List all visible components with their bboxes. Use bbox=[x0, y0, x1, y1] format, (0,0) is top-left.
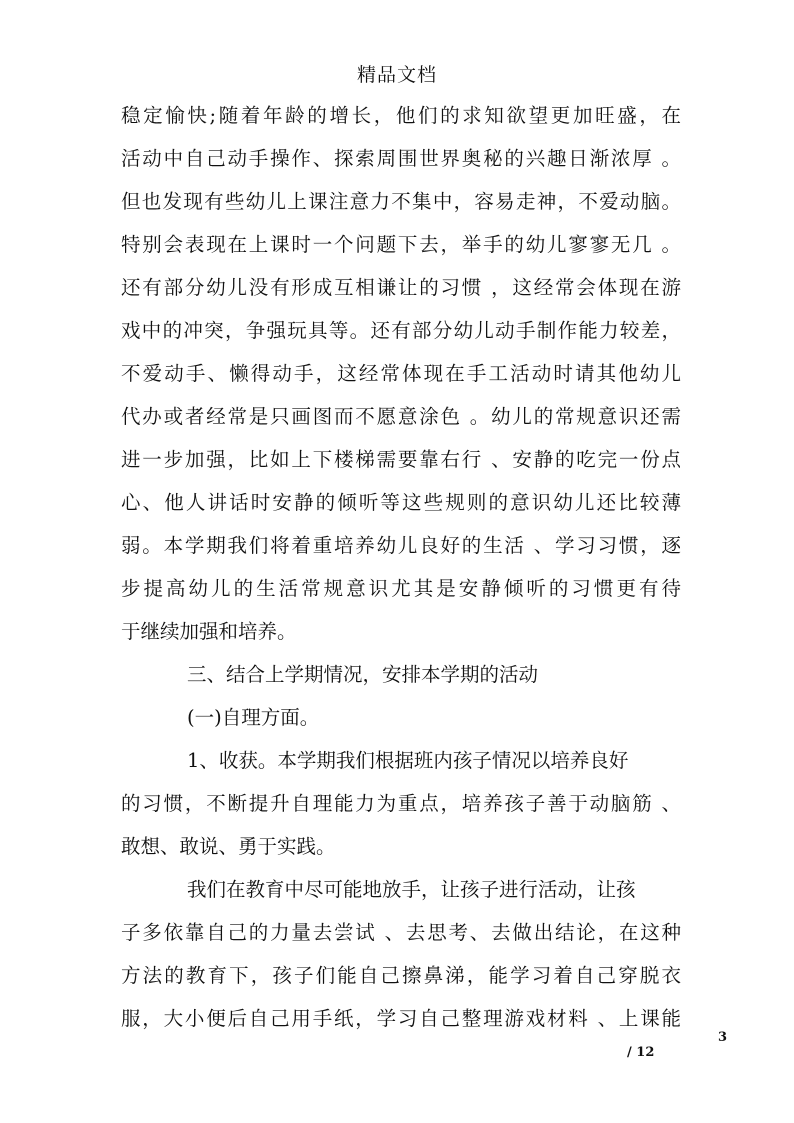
text-line: 特别会表现在上课时一个问题下去，举手的幼儿寥寥无几 。 bbox=[121, 233, 681, 256]
page-number: 3 bbox=[718, 1030, 728, 1045]
text-line: 的习惯，不断提升自理能力为重点，培养孩子善于动脑筋 、 bbox=[121, 792, 681, 815]
text-line: 敢想、敢说、勇于实践。 bbox=[121, 835, 336, 858]
text-line: 弱。本学期我们将着重培养幼儿良好的生活 、学习习惯，逐 bbox=[121, 534, 681, 557]
text-line: 我们在教育中尽可能地放手，让孩子进行活动，让孩 bbox=[187, 878, 636, 901]
page-total: / 12 bbox=[627, 1045, 655, 1060]
page-header: 精品文档 bbox=[356, 64, 437, 86]
text-line: 方法的教育下，孩子们能自己擦鼻涕，能学习着自己穿脱衣 bbox=[121, 964, 681, 987]
text-line: 不爱动手、懒得动手，这经常体现在手工活动时请其他幼儿 bbox=[121, 362, 681, 385]
text-line: 活动中自己动手操作、探索周围世界奥秘的兴趣日渐浓厚 。 bbox=[121, 147, 681, 170]
text-line: 稳定愉快;随着年龄的增长，他们的求知欲望更加旺盛，在 bbox=[121, 104, 681, 127]
text-line: 服，大小便后自己用手纸，学习自己整理游戏材料 、上课能 bbox=[121, 1007, 681, 1030]
text-line: 心、他人讲话时安静的倾听等这些规则的意识幼儿还比较薄 bbox=[121, 491, 681, 514]
text-line: 代办或者经常是只画图而不愿意涂色 。幼儿的常规意识还需 bbox=[121, 405, 681, 428]
text-line: 还有部分幼儿没有形成互相谦让的习惯 ，这经常会体现在游 bbox=[121, 276, 681, 299]
text-line: 进一步加强，比如上下楼梯需要靠右行 、安静的吃完一份点 bbox=[121, 448, 681, 471]
section-heading: 三、结合上学期情况，安排本学期的活动 bbox=[187, 663, 539, 686]
subsection-heading: (一)自理方面。 bbox=[187, 706, 320, 729]
text-line: 但也发现有些幼儿上课注意力不集中，容易走神，不爱动脑。 bbox=[121, 190, 681, 213]
text-line: 步提高幼儿的生活常规意识尤其是安静倾听的习惯更有待 bbox=[121, 577, 681, 600]
text-line: 子多依靠自己的力量去尝试 、去思考、去做出结论，在这种 bbox=[121, 921, 681, 944]
text-line: 于继续加强和培养。 bbox=[121, 620, 297, 643]
text-line: 1、收获。本学期我们根据班内孩子情况以培养良好 bbox=[187, 749, 629, 772]
text-line: 戏中的冲突，争强玩具等。还有部分幼儿动手制作能力较差， bbox=[121, 319, 681, 342]
